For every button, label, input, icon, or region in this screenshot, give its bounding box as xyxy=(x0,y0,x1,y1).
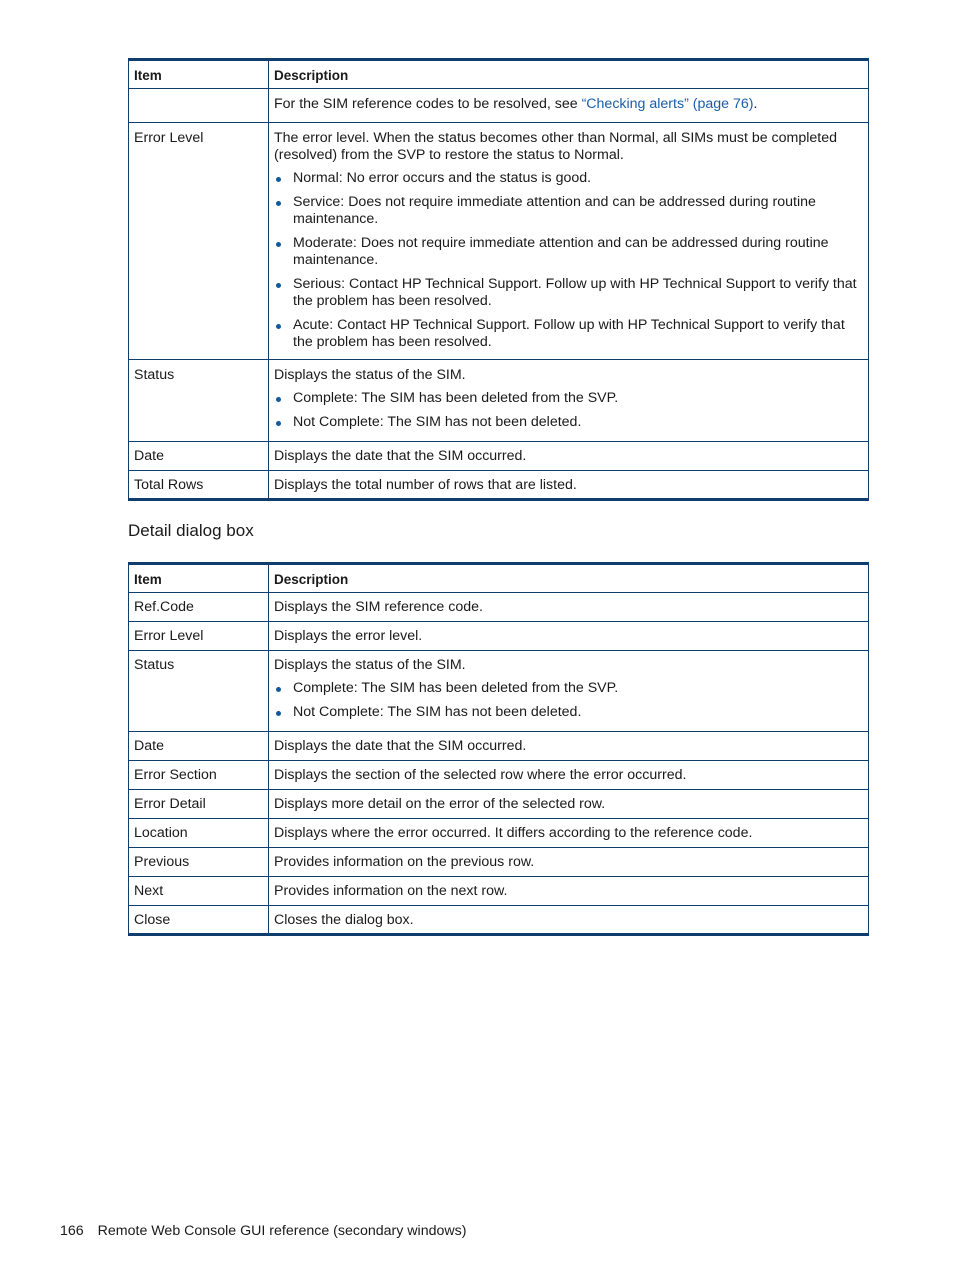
table-row xyxy=(129,442,869,471)
table-row xyxy=(129,877,869,906)
item-cell: Error Level xyxy=(129,123,269,360)
description-cell: Displays where the error occurred. It differs according to the reference code. xyxy=(269,819,869,848)
item-cell: Next xyxy=(129,877,269,906)
description-cell: Displays the error level. xyxy=(269,622,869,651)
description-text: Displays the status of the SIM. xyxy=(274,657,466,673)
description-cell: Closes the dialog box. xyxy=(269,906,869,935)
item-cell: Date xyxy=(129,732,269,761)
item-cell: Previous xyxy=(129,848,269,877)
item-cell: Ref.Code xyxy=(129,593,269,622)
item-cell: Error Level xyxy=(129,622,269,651)
item-cell: Total Rows xyxy=(129,471,269,500)
section-heading: Detail dialog box xyxy=(128,521,254,540)
item-cell: Close xyxy=(129,906,269,935)
column-header-description: Description xyxy=(269,60,869,89)
list-item: Complete: The SIM has been deleted from the SVP. xyxy=(274,680,862,697)
table-row xyxy=(129,651,869,732)
description-text-end: . xyxy=(753,96,758,112)
table-row xyxy=(129,732,869,761)
page-number: 166 xyxy=(60,1223,84,1239)
description-cell xyxy=(269,89,869,123)
description-cell: Displays the total number of rows that are listed. xyxy=(269,471,869,500)
table-row xyxy=(129,906,869,935)
description-cell: Displays the date that the SIM occurred. xyxy=(269,732,869,761)
table-row xyxy=(129,790,869,819)
list-item: Service: Does not require immediate attention and can be addressed during routine maintenance. xyxy=(274,194,862,228)
description-cell xyxy=(269,651,869,732)
column-header-description: Description xyxy=(269,564,869,593)
table-row xyxy=(129,360,869,442)
list-item: Acute: Contact HP Technical Support. Follow up with HP Technical Support to verify that the problem has been resolved. xyxy=(274,317,862,351)
table-row xyxy=(129,593,869,622)
item-cell: Date xyxy=(129,442,269,471)
item-cell: Error Section xyxy=(129,761,269,790)
item-cell: Error Detail xyxy=(129,790,269,819)
table-header-row xyxy=(129,564,869,593)
description-cell: Displays more detail on the error of the selected row. xyxy=(269,790,869,819)
list-item: Complete: The SIM has been deleted from the SVP. xyxy=(274,390,862,407)
items-table-1 xyxy=(128,58,869,501)
item-cell: Location xyxy=(129,819,269,848)
table-row xyxy=(129,123,869,360)
bullet-list xyxy=(274,170,862,351)
table-row xyxy=(129,622,869,651)
table-header-row xyxy=(129,60,869,89)
list-item: Serious: Contact HP Technical Support. Follow up with HP Technical Support to verify that the problem has been resolved. xyxy=(274,276,862,310)
items-table-2 xyxy=(128,562,869,936)
description-cell xyxy=(269,123,869,360)
list-item: Not Complete: The SIM has not been deleted. xyxy=(274,414,862,431)
description-cell: Provides information on the previous row. xyxy=(269,848,869,877)
description-cell: Displays the SIM reference code. xyxy=(269,593,869,622)
description-cell: Displays the section of the selected row where the error occurred. xyxy=(269,761,869,790)
page-footer xyxy=(60,1223,466,1239)
column-header-item: Item xyxy=(129,564,269,593)
table-row xyxy=(129,761,869,790)
list-item: Moderate: Does not require immediate attention and can be addressed during routine maintenance. xyxy=(274,235,862,269)
table-row xyxy=(129,819,869,848)
description-cell: Provides information on the next row. xyxy=(269,877,869,906)
description-text: The error level. When the status becomes other than Normal, all SIMs must be completed (resolved) from the SVP to restore the status to Normal. xyxy=(274,130,838,163)
column-header-item: Item xyxy=(129,60,269,89)
checking-alerts-link[interactable]: “Checking alerts” (page 76) xyxy=(581,96,754,112)
description-text: For the SIM reference codes to be resolved, see xyxy=(274,96,582,112)
table-row xyxy=(129,89,869,123)
item-cell: Status xyxy=(129,360,269,442)
bullet-list xyxy=(274,680,862,721)
description-cell xyxy=(269,360,869,442)
list-item: Normal: No error occurs and the status is good. xyxy=(274,170,862,187)
table-row xyxy=(129,471,869,500)
description-cell: Displays the date that the SIM occurred. xyxy=(269,442,869,471)
bullet-list xyxy=(274,390,862,431)
footer-title: Remote Web Console GUI reference (secondary windows) xyxy=(97,1223,467,1239)
table-row xyxy=(129,848,869,877)
item-cell: Status xyxy=(129,651,269,732)
list-item: Not Complete: The SIM has not been deleted. xyxy=(274,704,862,721)
item-cell xyxy=(129,89,269,123)
description-text: Displays the status of the SIM. xyxy=(274,367,466,383)
